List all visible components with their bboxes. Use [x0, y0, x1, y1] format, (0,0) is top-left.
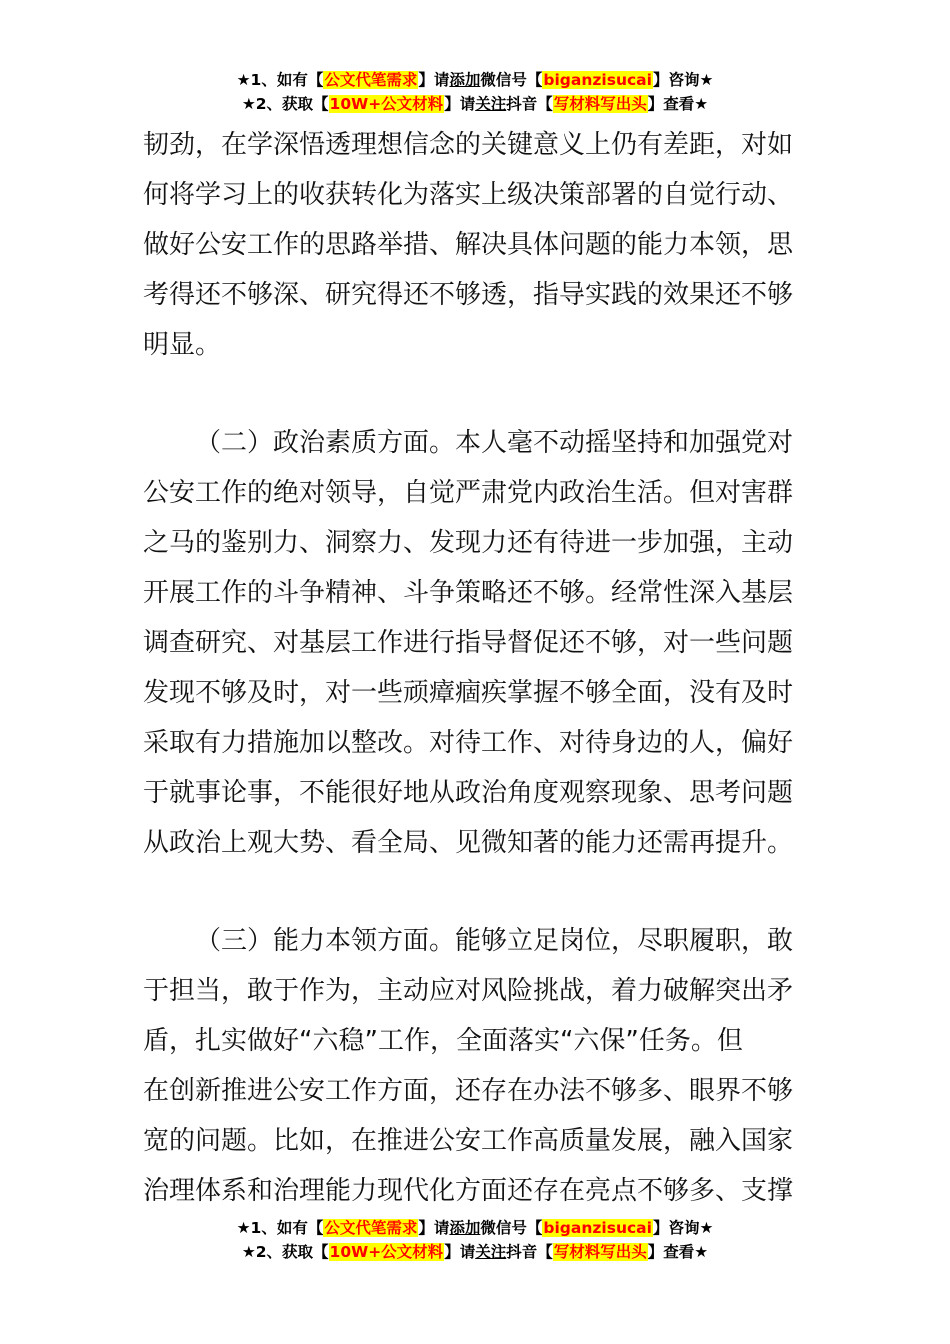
banner-text: 】请 — [418, 71, 450, 89]
text-line: 从政治上观大势、看全局、见微知著的能力还需再提升。 — [143, 828, 794, 858]
banner-text: 】查看★ — [647, 95, 709, 113]
highlight-materials: 10W+公文材料 — [329, 95, 444, 113]
highlight-materials: 10W+公文材料 — [329, 1243, 444, 1261]
paragraph-3 — [143, 916, 808, 1216]
text-line: （二）政治素质方面。本人毫不动摇坚持和加强党对 — [195, 428, 794, 458]
banner-text: 】查看★ — [647, 1243, 709, 1261]
banner-text: ★1、如有【 — [236, 1219, 324, 1237]
highlight-wechat-id: biganzisucai — [543, 1219, 652, 1237]
banner-underlined-text: 添加 — [449, 1219, 481, 1237]
banner-text: 】请 — [444, 1243, 476, 1261]
banner-text: 微信号【 — [480, 71, 543, 89]
banner-text: 抖音【 — [506, 1243, 553, 1261]
text-line: 在创新推进公安工作方面，还存在办法不够多、眼界不够 — [143, 1076, 794, 1106]
footer-banner — [0, 1216, 950, 1264]
document-body — [143, 418, 808, 868]
header-banner — [0, 68, 950, 116]
banner-underlined-text: 关注 — [475, 95, 507, 113]
paragraph-2 — [143, 418, 808, 868]
banner-text: 】咨询★ — [652, 71, 714, 89]
text-line: 何将学习上的收获转化为落实上级决策部署的自觉行动、 — [143, 180, 794, 210]
text-line: 发现不够及时，对一些顽瘴痼疾掌握不够全面，没有及时 — [143, 678, 794, 708]
text-line: 明显。 — [143, 330, 222, 360]
banner-underlined-text: 关注 — [475, 1243, 507, 1261]
text-line: 于担当，敢于作为，主动应对风险挑战，着力破解突出矛 — [143, 976, 794, 1006]
document-body — [143, 916, 808, 1216]
highlight-douyin-account: 写材料写出头 — [553, 95, 647, 113]
text-line: 考得还不够深、研究得还不够透，指导实践的效果还不够 — [143, 280, 794, 310]
text-line: 采取有力措施加以整改。对待工作、对待身边的人，偏好 — [143, 728, 794, 758]
banner-text: 】请 — [444, 95, 476, 113]
text-line: 宽的问题。比如，在推进公安工作高质量发展，融入国家 — [143, 1126, 794, 1156]
text-line: 韧劲，在学深悟透理想信念的关键意义上仍有差距，对如 — [143, 130, 794, 160]
banner-line-2 — [0, 92, 950, 116]
highlight-service: 公文代笔需求 — [324, 71, 418, 89]
banner-text: 抖音【 — [506, 95, 553, 113]
banner-line-2 — [0, 1240, 950, 1264]
banner-underlined-text: 添加 — [449, 71, 481, 89]
text-line: 盾，扎实做好“六稳”工作，全面落实“六保”任务。但 — [143, 1026, 743, 1056]
highlight-douyin-account: 写材料写出头 — [553, 1243, 647, 1261]
banner-line-1 — [0, 68, 950, 92]
banner-text: 微信号【 — [480, 1219, 543, 1237]
document-body — [143, 120, 808, 370]
highlight-service: 公文代笔需求 — [324, 1219, 418, 1237]
banner-text: ★2、获取【 — [241, 1243, 329, 1261]
text-line: 治理体系和治理能力现代化方面还存在亮点不够多、支撑 — [143, 1176, 794, 1206]
paragraph-1 — [143, 120, 808, 370]
text-line: 开展工作的斗争精神、斗争策略还不够。经常性深入基层 — [143, 578, 794, 608]
banner-line-1 — [0, 1216, 950, 1240]
text-line: 于就事论事，不能很好地从政治角度观察现象、思考问题 — [143, 778, 794, 808]
text-line: 调查研究、对基层工作进行指导督促还不够，对一些问题 — [143, 628, 794, 658]
text-line: 之马的鉴别力、洞察力、发现力还有待进一步加强，主动 — [143, 528, 794, 558]
banner-text: 】咨询★ — [652, 1219, 714, 1237]
text-line: 做好公安工作的思路举措、解决具体问题的能力本领，思 — [143, 230, 794, 260]
text-line: （三）能力本领方面。能够立足岗位，尽职履职，敢 — [195, 926, 794, 956]
banner-text: 】请 — [418, 1219, 450, 1237]
highlight-wechat-id: biganzisucai — [543, 71, 652, 89]
banner-text: ★2、获取【 — [241, 95, 329, 113]
banner-text: ★1、如有【 — [236, 71, 324, 89]
text-line: 公安工作的绝对领导，自觉严肃党内政治生活。但对害群 — [143, 478, 794, 508]
